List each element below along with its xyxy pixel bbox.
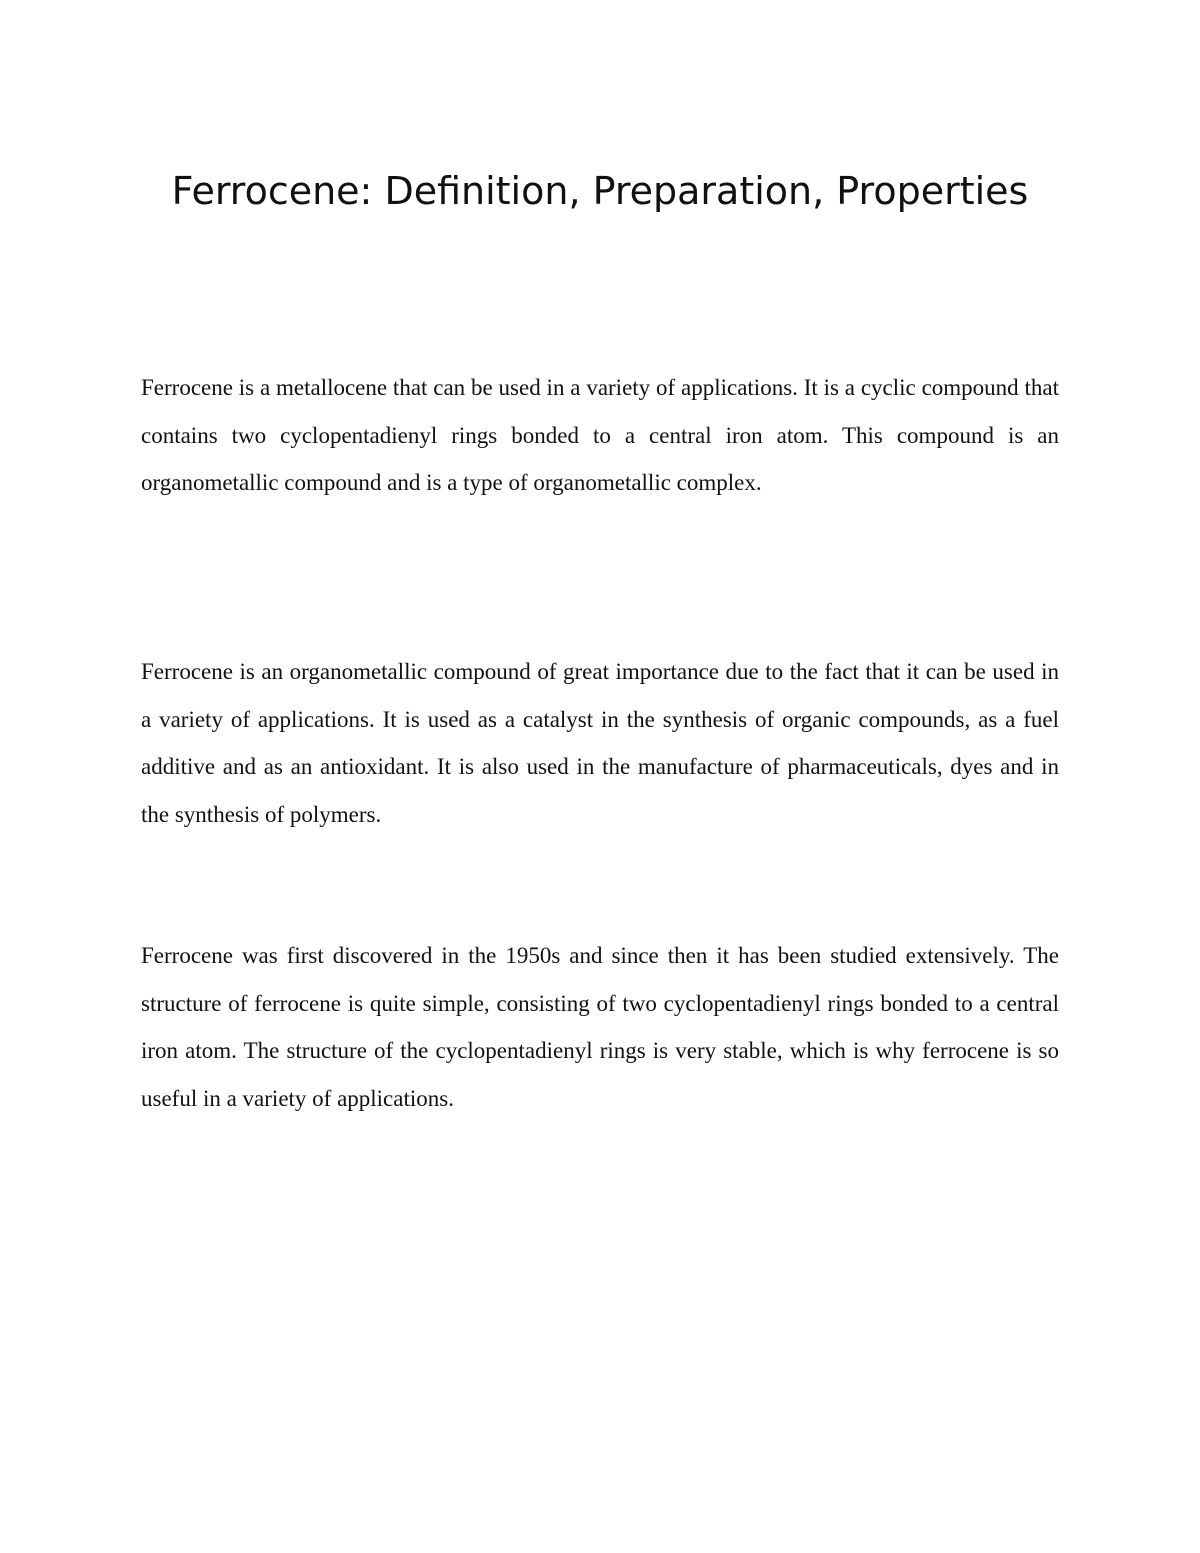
paragraph-applications: Ferrocene is an organometallic compound of great importance due to the fact that it can be used in a variety of applications. It is used as a catalyst in the synthesis of organic compounds, as a fuel additive and as an antioxidant. It is also used in the manufacture of pharmaceuticals, dyes and in the synthesis of polymers. [141,659,1059,827]
document-title: Ferrocene: Definition, Preparation, Properties [171,169,1029,213]
paragraph-history-structure: Ferrocene was first discovered in the 1950s and since then it has been studied extensively. The structure of ferrocene is quite simple, consisting of two cyclopentadienyl rings bonded to a central iron atom. The structure of the cyclopentadienyl rings is very stable, which is why ferrocene is so useful in a variety of applications. [141,943,1059,1111]
paragraph-definition: Ferrocene is a metallocene that can be used in a variety of applications. It is a cyclic compound that contains two cyclopentadienyl rings bonded to a central iron atom. This compound is an organometallic compound and is a type of organometallic complex. [141,375,1059,495]
